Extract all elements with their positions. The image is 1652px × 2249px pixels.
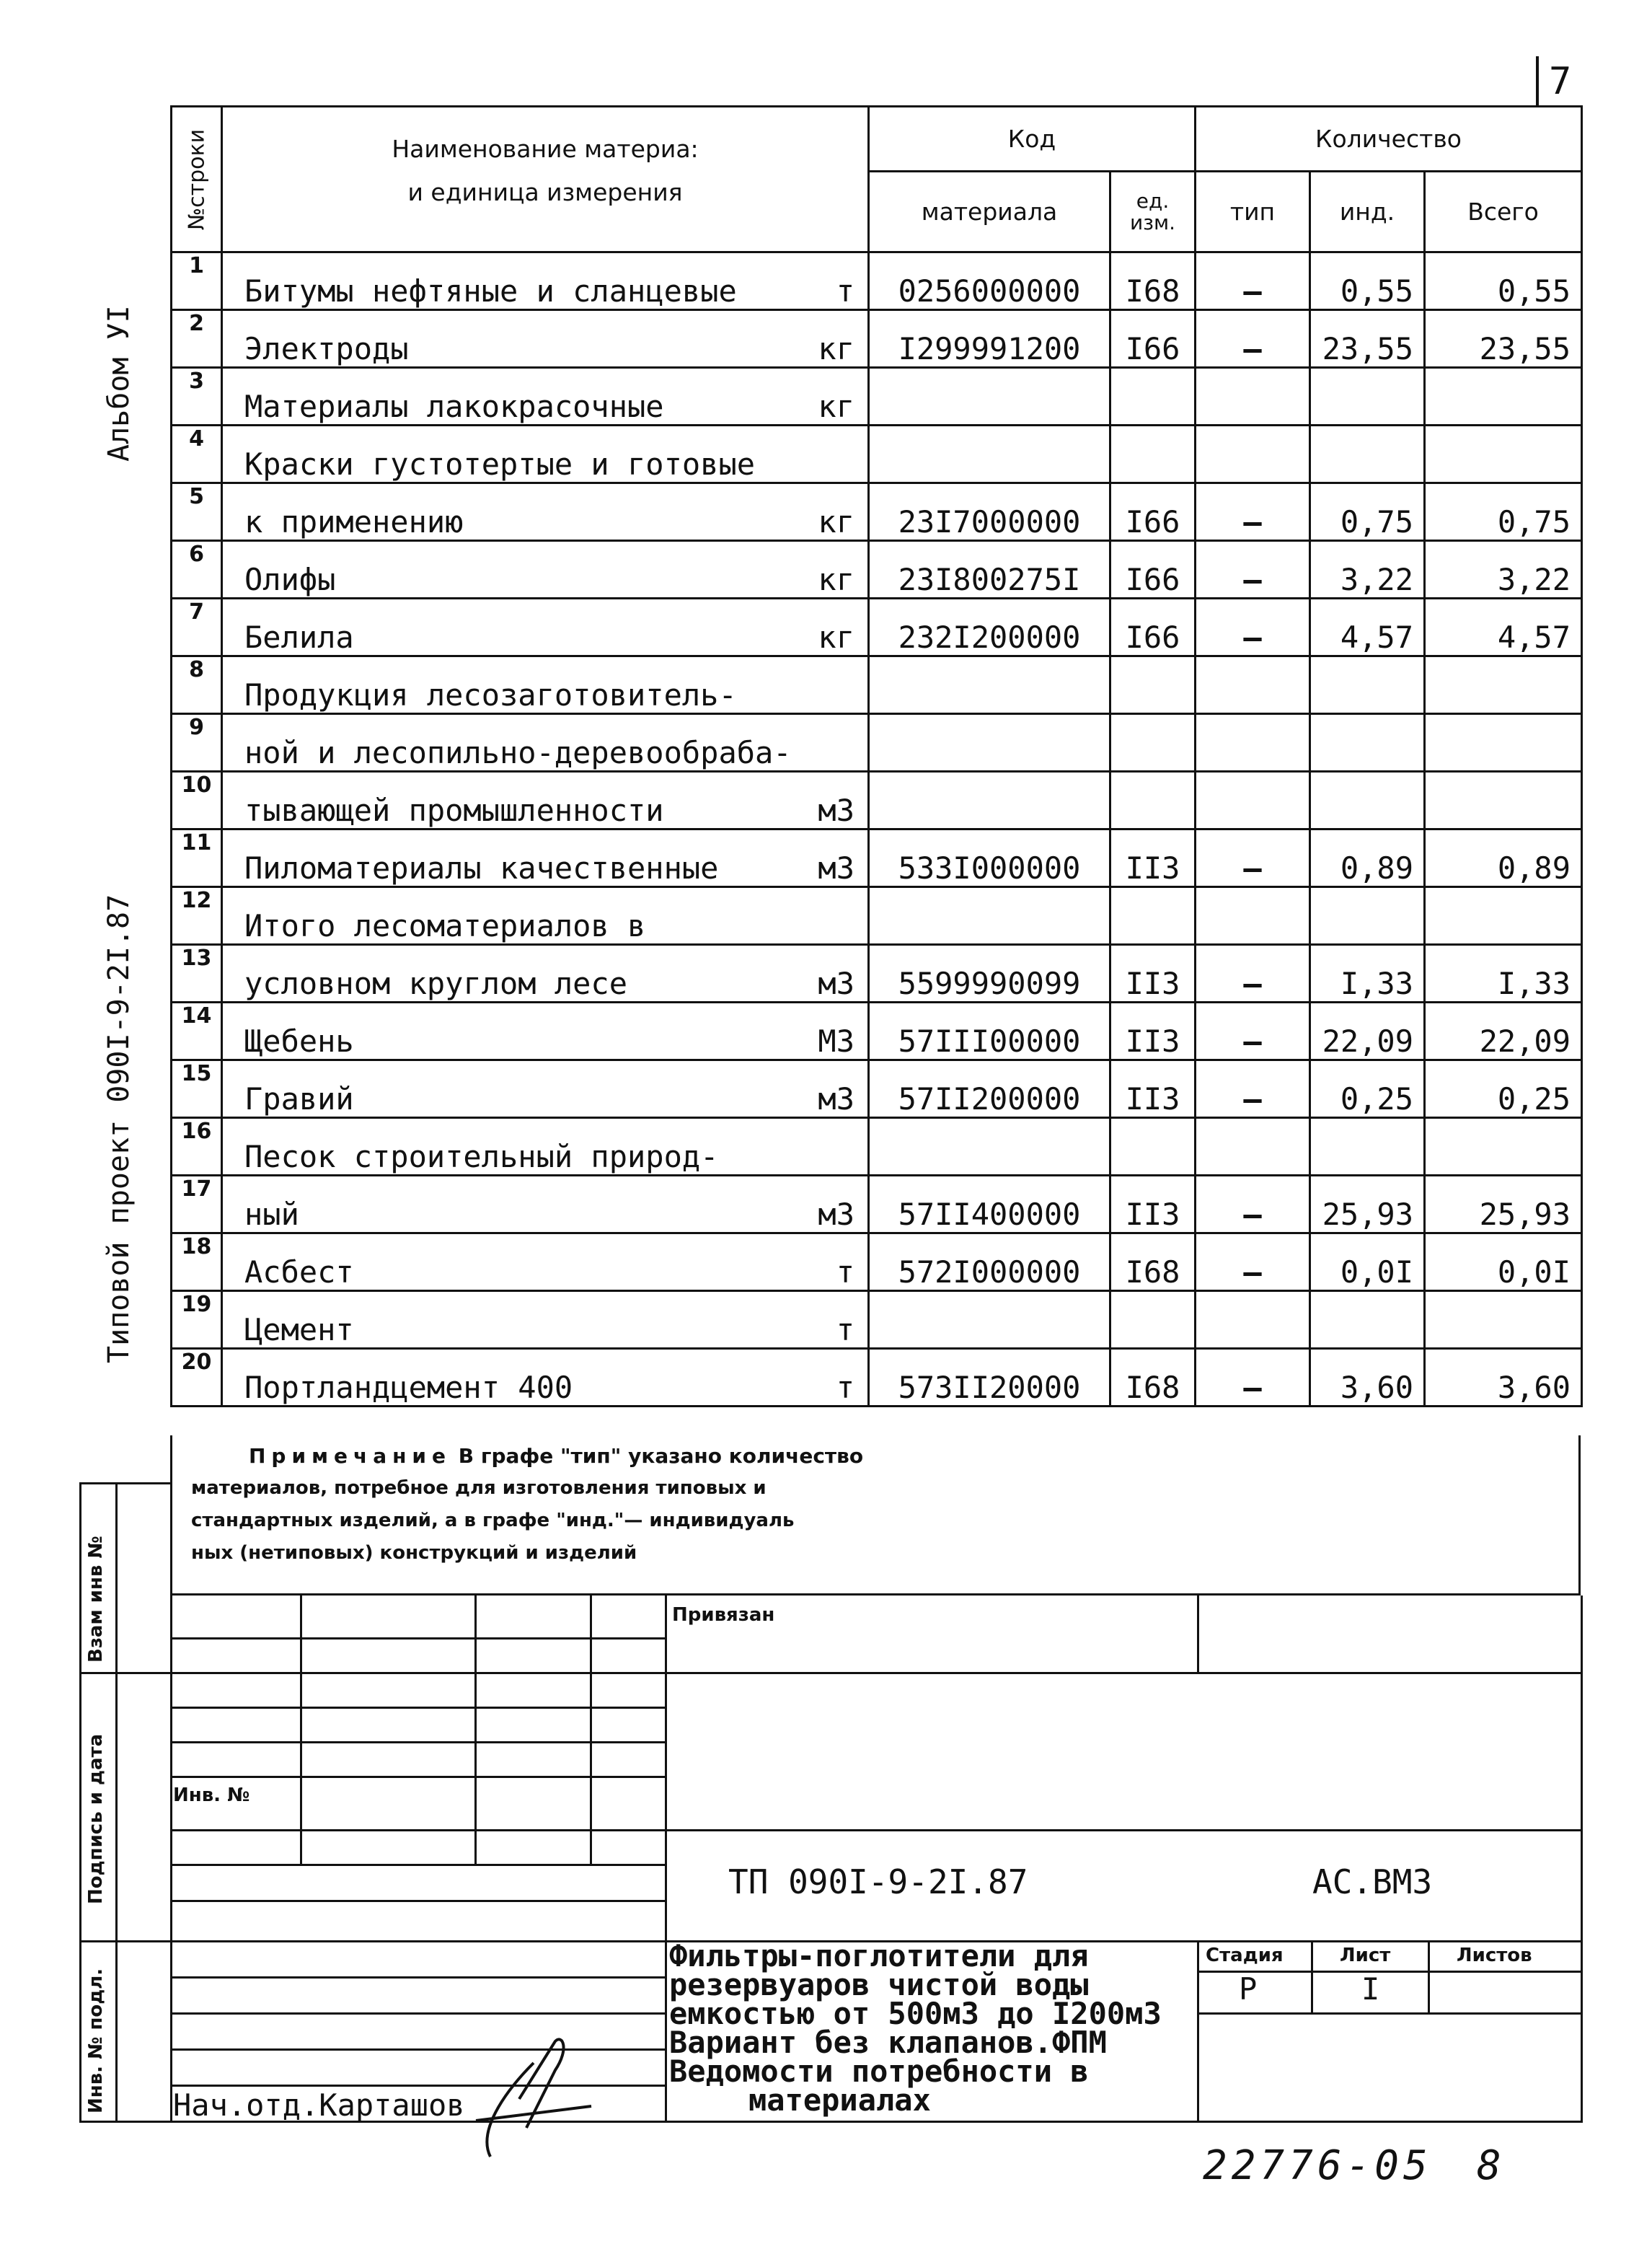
qty-ind (1310, 426, 1425, 483)
unit-code: II3 (1110, 1003, 1196, 1060)
row-number: 10 (172, 772, 222, 829)
measure-unit: кг (818, 562, 854, 597)
material-code: 572I000000 (869, 1233, 1110, 1291)
row-number: 5 (172, 483, 222, 541)
measure-unit: м3 (818, 1081, 854, 1117)
measure-unit: т (836, 1312, 854, 1347)
qty-total (1425, 1118, 1582, 1176)
material-name (222, 1233, 869, 1291)
material-name-text: ной и лесопильно-деревообраба- (244, 735, 792, 770)
qty-ind: 0,75 (1310, 483, 1425, 541)
material-name (222, 1060, 869, 1118)
signature-mark (447, 2020, 635, 2164)
qty-total: 22,09 (1425, 1003, 1582, 1060)
material-code: 57II200000 (869, 1060, 1110, 1118)
qty-type (1196, 714, 1310, 772)
qty-type: – (1196, 945, 1310, 1003)
row-number: 9 (172, 714, 222, 772)
qty-ind: 4,57 (1310, 599, 1425, 656)
row-number: 7 (172, 599, 222, 656)
qty-ind: 0,55 (1310, 252, 1425, 310)
table-row (172, 656, 1582, 714)
note-line-2: материалов, потребное для изготовления типовых и (191, 1477, 767, 1499)
row-number: 12 (172, 887, 222, 945)
measure-unit: кг (818, 331, 854, 366)
signature-date-label: Подпись и дата (85, 1733, 107, 1904)
material-name-text: Итого лесоматериалов в (244, 908, 646, 943)
unit-code: II3 (1110, 1176, 1196, 1233)
footer-page: 8 (1477, 2142, 1501, 2189)
qty-ind: 3,60 (1310, 1349, 1425, 1407)
qty-total: I,33 (1425, 945, 1582, 1003)
measure-unit: М3 (818, 1024, 854, 1059)
table-row (172, 368, 1582, 426)
material-code: 23I800275I (869, 541, 1110, 599)
table-row (172, 945, 1582, 1003)
table-row (172, 1291, 1582, 1349)
material-name (222, 1176, 869, 1233)
table-row (172, 1003, 1582, 1060)
inv-no-label: Инв. № (173, 1784, 250, 1806)
unit-code (1110, 772, 1196, 829)
note-line-4: ных (нетиповых) конструкций и изделий (191, 1542, 637, 1564)
header-name: Наименование материа: и единица измерения (222, 107, 869, 252)
material-name-text: Цемент (244, 1312, 354, 1347)
material-name (222, 426, 869, 483)
qty-type (1196, 426, 1310, 483)
qty-total (1425, 426, 1582, 483)
material-code (869, 656, 1110, 714)
measure-unit: кг (818, 620, 854, 655)
doc-mark: АС.ВМ3 (1312, 1862, 1433, 1901)
qty-ind: 22,09 (1310, 1003, 1425, 1060)
unit-code: II3 (1110, 945, 1196, 1003)
stage-label: Стадия (1206, 1945, 1284, 1966)
unit-code (1110, 887, 1196, 945)
qty-total: 23,55 (1425, 310, 1582, 368)
qty-ind: 0,0I (1310, 1233, 1425, 1291)
qty-type (1196, 1118, 1310, 1176)
table-row (172, 1233, 1582, 1291)
header-code: Код (869, 107, 1196, 172)
measure-unit: кг (818, 389, 854, 424)
material-name-text: Пиломатериалы качественные (244, 850, 719, 886)
qty-ind: 25,93 (1310, 1176, 1425, 1233)
row-number: 13 (172, 945, 222, 1003)
unit-code (1110, 368, 1196, 426)
material-code (869, 1118, 1110, 1176)
table-row (172, 1349, 1582, 1407)
qty-type: – (1196, 599, 1310, 656)
unit-code (1110, 714, 1196, 772)
qty-type: – (1196, 1060, 1310, 1118)
table-row (172, 426, 1582, 483)
qty-type: – (1196, 1176, 1310, 1233)
inv-podl-label: Инв. № подл. (85, 1968, 107, 2113)
row-number: 16 (172, 1118, 222, 1176)
header-type: тип (1196, 172, 1310, 252)
material-name-text: Щебень (244, 1024, 354, 1059)
qty-type: – (1196, 541, 1310, 599)
unit-code (1110, 1291, 1196, 1349)
unit-code (1110, 426, 1196, 483)
table-row (172, 772, 1582, 829)
table-row (172, 887, 1582, 945)
unit-code: II3 (1110, 1060, 1196, 1118)
material-code: 23I7000000 (869, 483, 1110, 541)
qty-ind: 23,55 (1310, 310, 1425, 368)
table-row (172, 310, 1582, 368)
material-name-text: Гравий (244, 1081, 354, 1117)
doc-title: Фильтры-поглотители для резервуаров чистой воды емкостью от 500м3 до I200м3 Вариант без клапанов.ФПМ Ведомости потребности в материалах (669, 1938, 1162, 2118)
material-code (869, 1291, 1110, 1349)
qty-total: 0,25 (1425, 1060, 1582, 1118)
material-code (869, 426, 1110, 483)
sheet-value: I (1361, 1971, 1380, 2007)
header-unit: ед. изм. (1110, 172, 1196, 252)
material-name-text: Олифы (244, 562, 336, 597)
material-code (869, 714, 1110, 772)
qty-ind (1310, 656, 1425, 714)
table-row (172, 1060, 1582, 1118)
material-name (222, 1003, 869, 1060)
material-code: 57II400000 (869, 1176, 1110, 1233)
doc-code: ТП 090I-9-2I.87 (728, 1862, 1028, 1901)
row-number: 17 (172, 1176, 222, 1233)
unit-code: I68 (1110, 1349, 1196, 1407)
vzam-inv-label: Взам инв № (85, 1536, 107, 1663)
material-code: 533I000000 (869, 829, 1110, 887)
qty-ind (1310, 368, 1425, 426)
sheet-label: Лист (1340, 1945, 1391, 1966)
unit-code: I68 (1110, 252, 1196, 310)
table-row (172, 541, 1582, 599)
material-name (222, 1118, 869, 1176)
qty-total (1425, 656, 1582, 714)
chief-name: Нач.отд.Карташов (173, 2087, 465, 2123)
material-name (222, 887, 869, 945)
material-name (222, 656, 869, 714)
unit-code: I68 (1110, 1233, 1196, 1291)
material-name (222, 772, 869, 829)
material-name-text: Продукция лесозаготовитель- (244, 677, 737, 713)
qty-type: – (1196, 1003, 1310, 1060)
unit-code (1110, 1118, 1196, 1176)
qty-type (1196, 887, 1310, 945)
material-code: I299991200 (869, 310, 1110, 368)
qty-ind: 3,22 (1310, 541, 1425, 599)
material-code (869, 368, 1110, 426)
qty-ind: I,33 (1310, 945, 1425, 1003)
qty-ind: 0,89 (1310, 829, 1425, 887)
material-code (869, 887, 1110, 945)
qty-total: 0,75 (1425, 483, 1582, 541)
qty-total (1425, 1291, 1582, 1349)
qty-ind (1310, 887, 1425, 945)
qty-ind (1310, 772, 1425, 829)
material-name-text: Белила (244, 620, 354, 655)
materials-table (170, 105, 1583, 1407)
qty-ind (1310, 1118, 1425, 1176)
qty-total: 25,93 (1425, 1176, 1582, 1233)
row-number: 2 (172, 310, 222, 368)
header-quantity: Количество (1196, 107, 1582, 172)
sheets-label: Листов (1457, 1945, 1532, 1966)
project-label: Типовой проект 090I-9-2I.87 (102, 894, 136, 1363)
table-row (172, 599, 1582, 656)
material-name-text: Битумы нефтяные и сланцевые (244, 273, 737, 309)
material-name (222, 541, 869, 599)
table-row (172, 829, 1582, 887)
table-row (172, 1118, 1582, 1176)
material-name (222, 252, 869, 310)
measure-unit: кг (818, 504, 854, 540)
measure-unit: м3 (818, 1197, 854, 1232)
measure-unit: т (836, 1370, 854, 1405)
material-name-text: ный (244, 1197, 299, 1232)
material-name-text: Материалы лакокрасочные (244, 389, 664, 424)
table-row (172, 714, 1582, 772)
qty-total: 0,55 (1425, 252, 1582, 310)
material-name (222, 829, 869, 887)
material-name (222, 599, 869, 656)
material-name (222, 1349, 869, 1407)
measure-unit: м3 (818, 793, 854, 828)
album-label: Альбом УI (102, 305, 136, 462)
qty-type: – (1196, 483, 1310, 541)
material-name (222, 714, 869, 772)
qty-total (1425, 368, 1582, 426)
header-row-no: №строки (172, 107, 222, 252)
material-code (869, 772, 1110, 829)
qty-ind (1310, 1291, 1425, 1349)
row-number: 20 (172, 1349, 222, 1407)
qty-type: – (1196, 829, 1310, 887)
unit-code (1110, 656, 1196, 714)
material-name (222, 310, 869, 368)
row-number: 1 (172, 252, 222, 310)
qty-total: 4,57 (1425, 599, 1582, 656)
archive-number: 22776-05 (1203, 2142, 1432, 2189)
qty-type (1196, 656, 1310, 714)
material-name-text: Портландцемент 400 (244, 1370, 573, 1405)
material-name (222, 945, 869, 1003)
qty-total (1425, 772, 1582, 829)
row-number: 11 (172, 829, 222, 887)
unit-code: I66 (1110, 599, 1196, 656)
material-name-text: Краски густотертые и готовые (244, 446, 756, 482)
measure-unit: м3 (818, 966, 854, 1001)
row-number: 18 (172, 1233, 222, 1291)
stage-value: Р (1239, 1971, 1258, 2007)
material-name-text: Электроды (244, 331, 409, 366)
row-number: 4 (172, 426, 222, 483)
material-name (222, 368, 869, 426)
measure-unit: т (836, 1254, 854, 1290)
header-ind: инд. (1310, 172, 1425, 252)
row-number: 3 (172, 368, 222, 426)
table-row (172, 252, 1582, 310)
unit-code: I66 (1110, 310, 1196, 368)
notes-box (170, 1435, 1581, 1596)
header-total: Всего (1425, 172, 1582, 252)
material-code: 57III00000 (869, 1003, 1110, 1060)
header-material: материала (869, 172, 1110, 252)
material-code: 0256000000 (869, 252, 1110, 310)
qty-type: – (1196, 1349, 1310, 1407)
page-number: 7 (1536, 56, 1592, 107)
privyazan-label: Привязан (672, 1604, 775, 1626)
table-row (172, 483, 1582, 541)
qty-total: 3,60 (1425, 1349, 1582, 1407)
qty-type (1196, 368, 1310, 426)
measure-unit: м3 (818, 850, 854, 886)
qty-type: – (1196, 310, 1310, 368)
qty-total (1425, 714, 1582, 772)
qty-type: – (1196, 252, 1310, 310)
qty-ind: 0,25 (1310, 1060, 1425, 1118)
material-name-text: к применению (244, 504, 464, 540)
row-number: 15 (172, 1060, 222, 1118)
qty-type (1196, 772, 1310, 829)
note-line-1: В графе "тип" указано количество (458, 1444, 864, 1468)
unit-code: I66 (1110, 483, 1196, 541)
qty-type (1196, 1291, 1310, 1349)
qty-type: – (1196, 1233, 1310, 1291)
row-number: 19 (172, 1291, 222, 1349)
qty-total: 3,22 (1425, 541, 1582, 599)
note-label: Примечание (249, 1444, 452, 1468)
qty-ind (1310, 714, 1425, 772)
qty-total: 0,0I (1425, 1233, 1582, 1291)
material-name-text: Асбест (244, 1254, 354, 1290)
row-number: 6 (172, 541, 222, 599)
table-row (172, 1176, 1582, 1233)
material-name-text: условном круглом лесе (244, 966, 628, 1001)
material-name (222, 483, 869, 541)
row-number: 8 (172, 656, 222, 714)
material-name-text: тывающей промышленности (244, 793, 664, 828)
unit-code: II3 (1110, 829, 1196, 887)
note-line-3: стандартных изделий, а в графе "инд."— индивидуаль (191, 1510, 795, 1531)
material-code: 232I200000 (869, 599, 1110, 656)
measure-unit: т (836, 273, 854, 309)
row-number: 14 (172, 1003, 222, 1060)
qty-total: 0,89 (1425, 829, 1582, 887)
qty-total (1425, 887, 1582, 945)
unit-code: I66 (1110, 541, 1196, 599)
material-code: 5599990099 (869, 945, 1110, 1003)
material-code: 573II20000 (869, 1349, 1110, 1407)
material-name-text: Песок строительный природ- (244, 1139, 719, 1174)
material-name (222, 1291, 869, 1349)
